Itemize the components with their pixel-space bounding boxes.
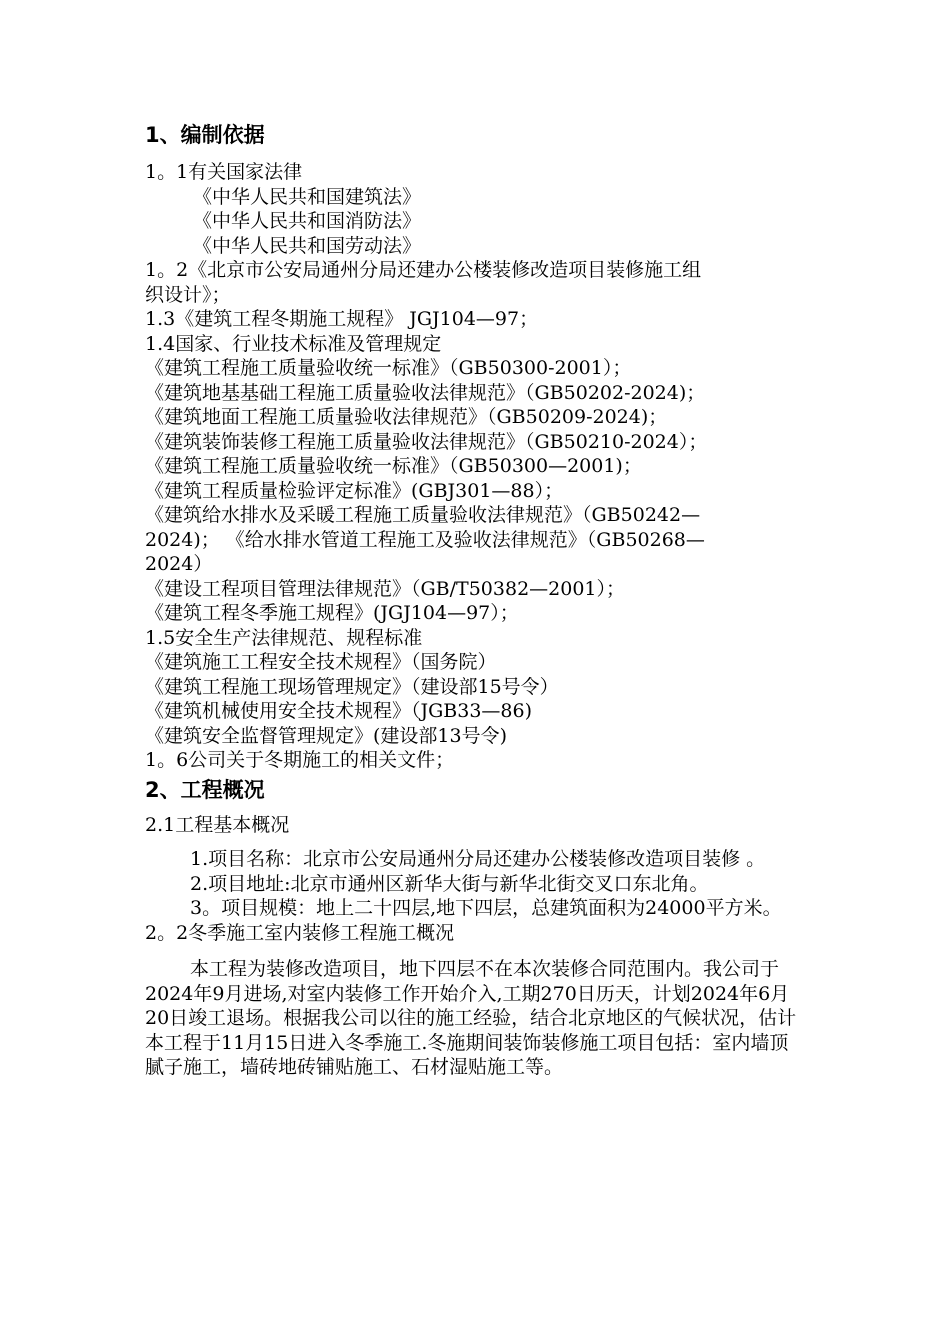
law-item: 《中华人民共和国消防法》 (193, 210, 422, 232)
standard-item: 《建筑地基基础工程施工质量验收法律规范》（GB50202-2024)； (145, 381, 706, 404)
law-item: 《中华人民共和国建筑法》 (193, 185, 422, 208)
standard-item: 《建筑装饰装修工程施工质量验收法律规范》（GB50210-2024）； (145, 430, 708, 453)
clause-1-2-cont: 织设计》； (145, 283, 231, 306)
clause-1-1: 1。1有关国家法律 (145, 161, 303, 183)
standard-item: 2024)； 《给水排水管道工程施工及验收法律规范》（GB50268— (145, 528, 705, 551)
section-2-heading: 2、工程概况 (145, 777, 265, 802)
overview-paragraph: 本工程为装修改造项目，地下四层不在本次装修合同范围内。我公司于2024年9月进场,对室内装修工作开始介入,工期270日历天，计划2024年6月20日竣工退场。根据我公司以往的施工经验，结合北京地区的气候状况，估计本工程于11月15日进入冬季施工.冬施期间装饰装修施工项目包括：室内墙顶腻子施工，墙砖地砖铺贴施工、石材湿贴施工等。 (145, 958, 797, 1078)
project-name: 1.项目名称：北京市公安局通州分局还建办公楼装修改造项目装修 。 (190, 848, 766, 870)
safety-item: 《建筑机械使用安全技术规程》（JGB33—86) (145, 700, 533, 722)
clause-1-5: 1.5安全生产法律规范、规程标准 (145, 626, 423, 649)
clause-1-4: 1.4国家、行业技术标准及管理规定 (145, 332, 442, 355)
project-address: 2.项目地址:北京市通州区新华大街与新华北街交叉口东北角。 (190, 872, 709, 895)
document-page (145, 118, 805, 1080)
clause-1-3: 1.3《建筑工程冬期施工规程》 JGJ104—97； (145, 308, 539, 330)
clause-1-2: 1。2《北京市公安局通州分局还建办公楼装修改造项目装修施工组 (145, 259, 702, 281)
safety-item: 《建筑安全监督管理规定》(建设部13号令) (145, 724, 508, 747)
safety-item: 《建筑施工工程安全技术规程》（国务院） (145, 651, 497, 673)
standard-item: 《建筑地面工程施工质量验收法律规范》（GB50209-2024)； (145, 406, 668, 428)
standard-item: 《建筑工程冬季施工规程》(JGJ104—97）； (145, 602, 519, 624)
standard-item: 《建筑工程质量检验评定标准》(GBJ301—88）； (145, 479, 564, 502)
standard-item: 《建筑给水排水及采暖工程施工质量验收法律规范》（GB50242— (145, 504, 701, 526)
standard-item: 2024） (145, 553, 213, 575)
subsection-2-1: 2.1工程基本概况 (145, 813, 290, 836)
project-scale: 3。项目规模：地上二十四层,地下四层，总建筑面积为24000平方米。 (190, 897, 782, 919)
section-1-heading: 1、编制依据 (145, 123, 265, 147)
standard-item: 《建设工程项目管理法律规范》（GB/T50382—2001）； (145, 577, 626, 600)
safety-item: 《建筑工程施工现场管理规定》（建设部15号令） (145, 675, 559, 698)
standard-item: 《建筑工程施工质量验收统一标准》（GB50300—2001)； (145, 455, 642, 477)
standard-item: 《建筑工程施工质量验收统一标准》（GB50300-2001）； (145, 357, 632, 379)
subsection-2-2: 2。2冬季施工室内装修工程施工概况 (145, 921, 455, 944)
law-item: 《中华人民共和国劳动法》 (193, 234, 422, 257)
clause-1-6: 1。6公司关于冬期施工的相关文件； (145, 749, 455, 771)
